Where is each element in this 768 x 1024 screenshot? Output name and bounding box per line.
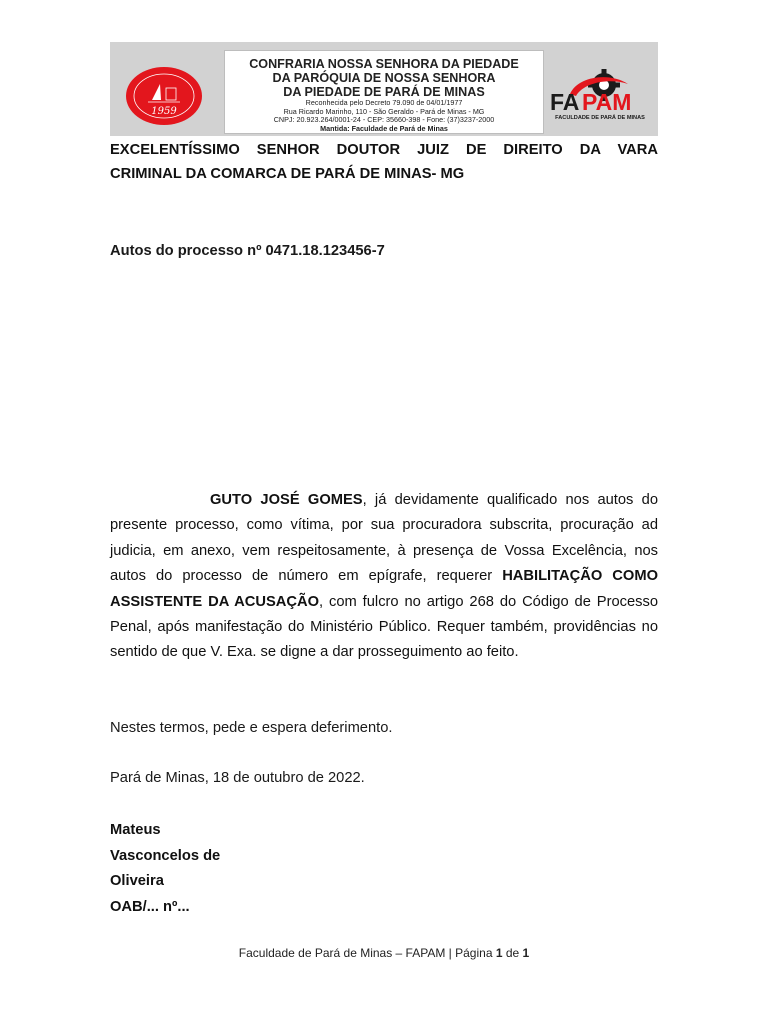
signature-line-2: Vasconcelos de [110, 847, 221, 864]
institution-title-line-3: DA PIEDADE DE PARÁ DE MINAS [283, 85, 485, 99]
confraria-seal-logo [124, 66, 204, 126]
institution-maintained-by: Mantida: Faculdade de Pará de Minas [320, 123, 448, 133]
institution-address: Rua Ricardo Marinho, 110 - São Geraldo - Pará de Minas - MG [283, 106, 485, 116]
addressee-heading [110, 138, 658, 186]
footer-of: de [502, 946, 523, 960]
seal-year: 1959 [151, 106, 177, 117]
institution-header [224, 50, 544, 134]
request-title: HABILITAÇÃO COMO ASSISTENTE DA ACUSAÇÃO [110, 568, 658, 610]
fapam-logo-fa: FA [550, 89, 580, 115]
fapam-logo [548, 68, 652, 126]
signature-block [110, 818, 220, 920]
closing-line: Nestes termos, pede e espera deferimento. [110, 720, 393, 736]
signature-line-1: Mateus [110, 822, 161, 838]
addressee-line-2: CRIMINAL DA COMARCA DE PARÁ DE MINAS- MG [110, 166, 465, 182]
place-date: Pará de Minas, 18 de outubro de 2022. [110, 770, 365, 786]
institution-decree: Reconhecida pelo Decreto 79.090 de 04/01/1977 [305, 98, 463, 107]
signature-line-3: Oliveira [110, 873, 164, 889]
addressee-line-1: EXCELENTÍSSIMO SENHOR DOUTOR JUIZ DE DIREITO DA VARA [110, 142, 658, 158]
signature-line-4: OAB/... nº... [110, 898, 190, 915]
process-number: Autos do processo nº 0471.18.123456-7 [110, 243, 385, 259]
institution-cnpj: CNPJ: 20.923.264/0001-24 - CEP: 35660-398 - Fone: (37)3237-2000 [273, 115, 495, 125]
page-footer [0, 946, 768, 960]
footer-page-number: 1 [495, 946, 503, 960]
party-name: GUTO JOSÉ GOMES [210, 492, 363, 508]
fapam-logo-subtitle: FACULDADE DE PARÁ DE MINAS [555, 115, 645, 121]
footer-text: Faculdade de Pará de Minas – FAPAM | Página [238, 946, 496, 960]
fapam-logo-pam: PAM [582, 89, 632, 115]
institution-title-line-2: DA PARÓQUIA DE NOSSA SENHORA [272, 71, 496, 85]
petition-text-1: , já devidamente qualificado nos autos do presente processo, como vítima, por sua procuradora subscrita, procuração ad judicia, em anexo, vem respeitosamente, à presença de Vossa Excelência, nos autos do processo de número em epígrafe, requerer [110, 492, 658, 585]
footer-page-total: 1 [522, 946, 530, 960]
institution-title-line-1: CONFRARIA NOSSA SENHORA DA PIEDADE [249, 57, 519, 71]
petition-paragraph [110, 488, 658, 666]
petition-text-2: , com fulcro no artigo 268 do Código de Processo Penal, após manifestação do Ministério Público. Requer também, providências no sentido de que V. Exa. se digne a dar prosseguimento ao feito. [110, 593, 658, 661]
